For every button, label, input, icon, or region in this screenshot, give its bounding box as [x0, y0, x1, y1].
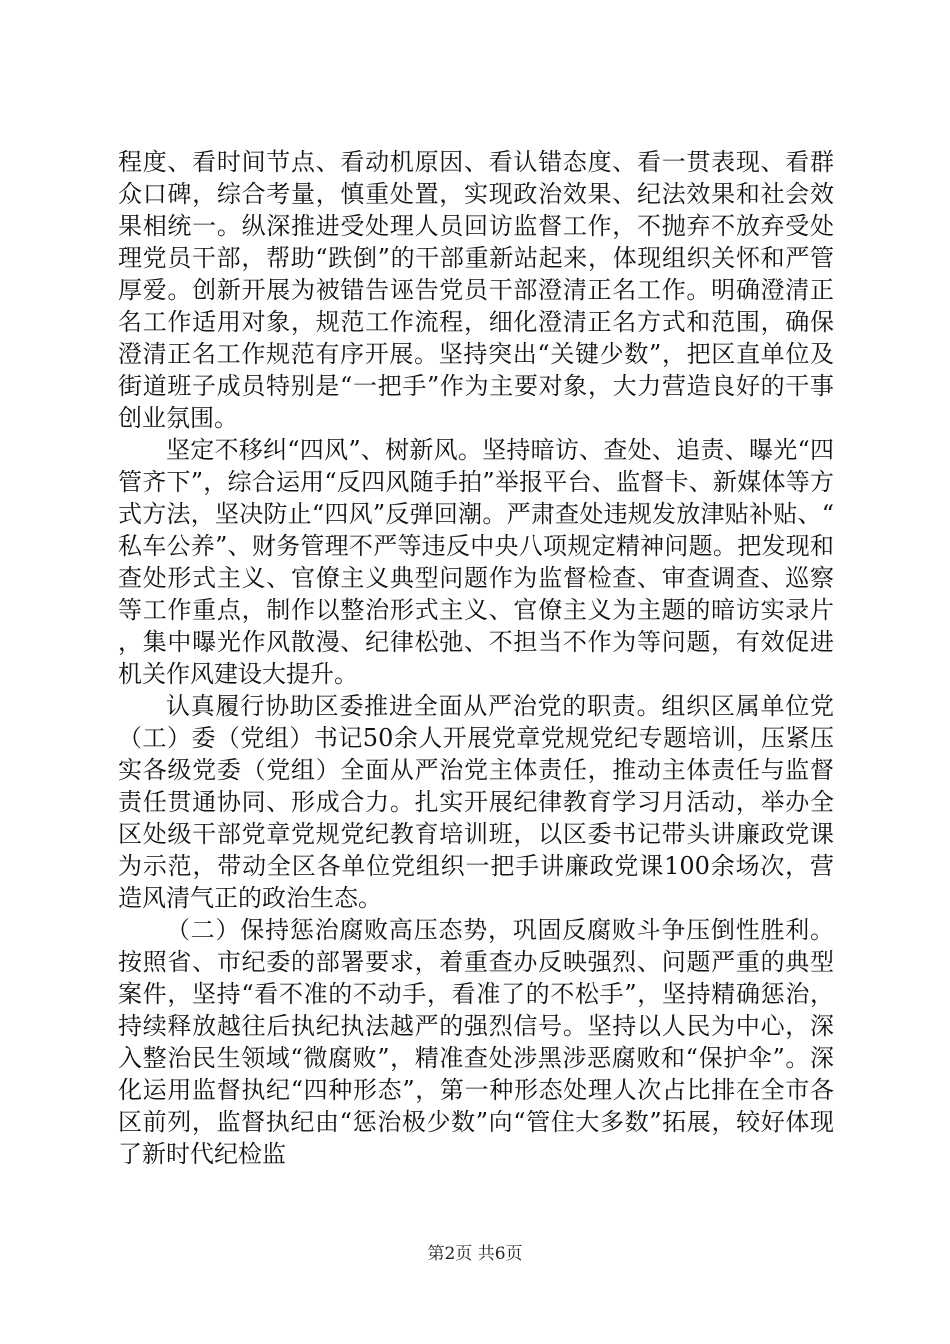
page-footer: 第2页 共6页 [427, 1244, 523, 1264]
document-body [118, 146, 834, 1170]
paragraph-continued: 程度、看时间节点、看动机原因、看认错态度、看一贯表现、看群众口碑，综合考量，慎重处置，实现政治效果、纪法效果和社会效果相统一。纵深推进受处理人员回访监督工作，不抛弃不放弃受处理党员干部，帮助“跌倒”的干部重新站起来，体现组织关怀和严管厚爱。创新开展为被错告诬告党员干部澄清正名工作。明确澄清正名工作适用对象，规范工作流程，细化澄清正名方式和范围，确保澄清正名工作规范有序开展。坚持突出“关键少数”，把区直单位及街道班子成员特别是“一把手”作为主要对象，大力营造良好的干事创业氛围。 [118, 148, 834, 432]
paragraph-anti-corruption: （二）保持惩治腐败高压态势，巩固反腐败斗争压倒性胜利。按照省、市纪委的部署要求，着重查办反映强烈、问题严重的典型案件，坚持“看不准的不动手，看准了的不松手”，坚持精确惩治，持续释放越往后执纪执法越严的强烈信号。坚持以人民为中心，深入整治民生领域“微腐败”，精准查处涉黑涉恶腐败和“保护伞”。深化运用监督执纪“四种形态”，第一种形态处理人次占比排在全市各区前列，监督执纪由“惩治极少数”向“管住大多数”拓展，较好体现了新时代纪检监 [118, 916, 834, 1168]
paragraph-four-winds: 坚定不移纠“四风”、树新风。坚持暗访、查处、追责、曝光“四管齐下”，综合运用“反四风随手拍”举报平台、监督卡、新媒体等方式方法，坚决防止“四风”反弹回潮。严肃查处违规发放津贴补贴、“私车公养”、财务管理不严等违反中央八项规定精神问题。把发现和查处形式主义、官僚主义典型问题作为监督检查、审查调查、巡察等工作重点，制作以整治形式主义、官僚主义为主题的暗访实录片，集中曝光作风散漫、纪律松弛、不担当不作为等问题，有效促进机关作风建设大提升。 [118, 436, 834, 688]
paragraph-party-discipline-responsibility: 认真履行协助区委推进全面从严治党的职责。组织区属单位党（工）委（党组）书记50余人开展党章党规党纪专题培训，压紧压实各级党委（党组）全面从严治党主体责任，推动主体责任与监督责任贯通协同、形成合力。扎实开展纪律教育学习月活动，举办全区处级干部党章党规党纪教育培训班，以区委书记带头讲廉政党课为示范，带动全区各单位党组织一把手讲廉政党课100余场次，营造风清气正的政治生态。 [118, 692, 834, 912]
